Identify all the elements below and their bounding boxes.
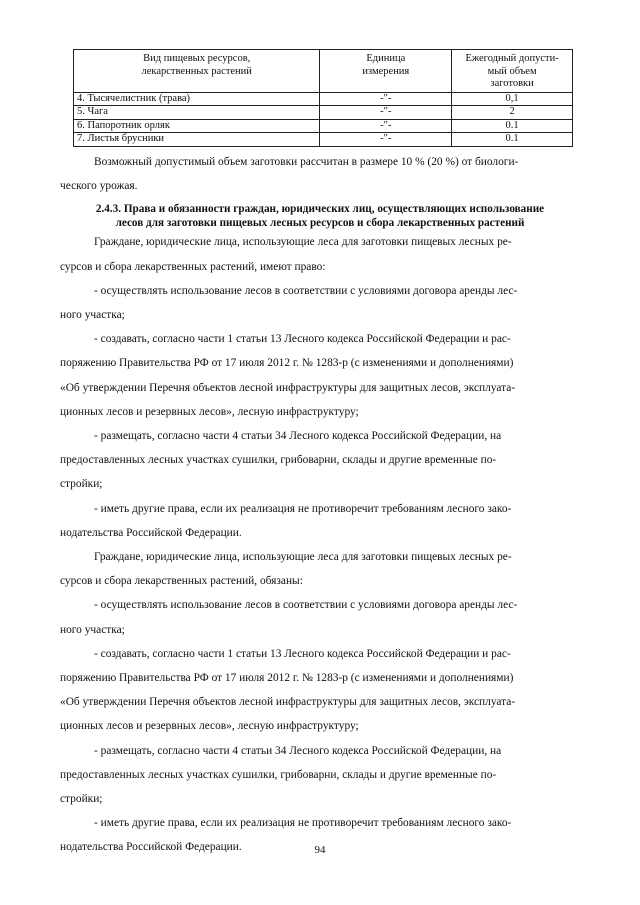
header-resource-type: Вид пищевых ресурсов, лекарственных растений (74, 50, 320, 93)
paragraph: - иметь другие права, если их реализация не противоречит требованиям лесного зако- нодательства Российской Федерации. (60, 502, 512, 539)
document-body (60, 150, 580, 860)
paragraph: - осуществлять использование лесов в соответствии с условиями договора аренды лес- ного участка; (60, 599, 518, 636)
paragraph: - создавать, согласно части 1 статьи 13 Лесного кодекса Российской Федерации и рас- поряжению Правительства РФ от 17 июля 2012 г. № 1283-р (с изменениями и дополнениями) «Об утверждении Перечня объектов лесной инфраструктуры для защитных лесов, эксплуата- ционных лесов и резервных лесов», лесную инфраструктуру; (60, 647, 516, 733)
paragraph-list (60, 230, 580, 859)
paragraph: - размещать, согласно части 4 статьи 34 Лесного кодекса Российской Федерации, на предоставленных лесных участках сушилки, грибоварни, склады и другие временные по- стройки; (60, 430, 502, 491)
section-heading: 2.4.3. Права и обязанности граждан, юридических лиц, осуществляющих использование лесов для заготовки пищевых лесных ресурсов и сбора лекарственных растений (95, 203, 545, 230)
cell-unit: -"- (320, 92, 452, 106)
cell-name: 4. Тысячелистник (трава) (74, 92, 320, 106)
resources-table (73, 49, 573, 147)
cell-unit: -"- (320, 119, 452, 133)
cell-name: 7. Листья брусники (74, 133, 320, 147)
table-row (74, 106, 573, 120)
cell-volume: 0,1 (452, 92, 573, 106)
paragraph: Граждане, юридические лица, использующие леса для заготовки пищевых лесных ре- сурсов и сбора лекарственных растений, имеют право: (60, 236, 512, 273)
table-row (74, 92, 573, 106)
table-row (74, 119, 573, 133)
paragraph: Граждане, юридические лица, использующие леса для заготовки пищевых лесных ре- сурсов и сбора лекарственных растений, обязаны: (60, 551, 512, 588)
cell-volume: 2 (452, 106, 573, 120)
table-header-row (74, 50, 573, 93)
header-annual-volume: Ежегодный допусти- мый объем заготовки (452, 50, 573, 93)
cell-volume: 0.1 (452, 119, 573, 133)
paragraph: - создавать, согласно части 1 статьи 13 Лесного кодекса Российской Федерации и рас- поряжению Правительства РФ от 17 июля 2012 г. № 1283-р (с изменениями и дополнениями) «Об утверждении Перечня объектов лесной инфраструктуры для защитных лесов, эксплуата- ционных лесов и резервных лесов», лесную инфраструктуру; (60, 333, 516, 418)
paragraph: - размещать, согласно части 4 статьи 34 Лесного кодекса Российской Федерации, на предоставленных лесных участках сушилки, грибоварни, склады и другие временные по- стройки; (60, 744, 502, 806)
cell-name: 6. Папоротник орляк (74, 119, 320, 133)
page-number: 94 (314, 844, 326, 856)
table-row (74, 133, 573, 147)
paragraph: - иметь другие права, если их реализация не противоречит требованиям лесного зако- нодательства Российской Федерации. (60, 817, 512, 854)
cell-volume: 0.1 (452, 133, 573, 147)
table-note: Возможный допустимый объем заготовки рассчитан в размере 10 % (20 %) от биологи- ческого урожая. (60, 156, 519, 193)
cell-unit: -"- (320, 106, 452, 120)
cell-name: 5. Чага (74, 106, 320, 120)
header-unit: Единица измерения (320, 50, 452, 93)
cell-unit: -"- (320, 133, 452, 147)
paragraph: - осуществлять использование лесов в соответствии с условиями договора аренды лес- ного участка; (60, 284, 518, 322)
